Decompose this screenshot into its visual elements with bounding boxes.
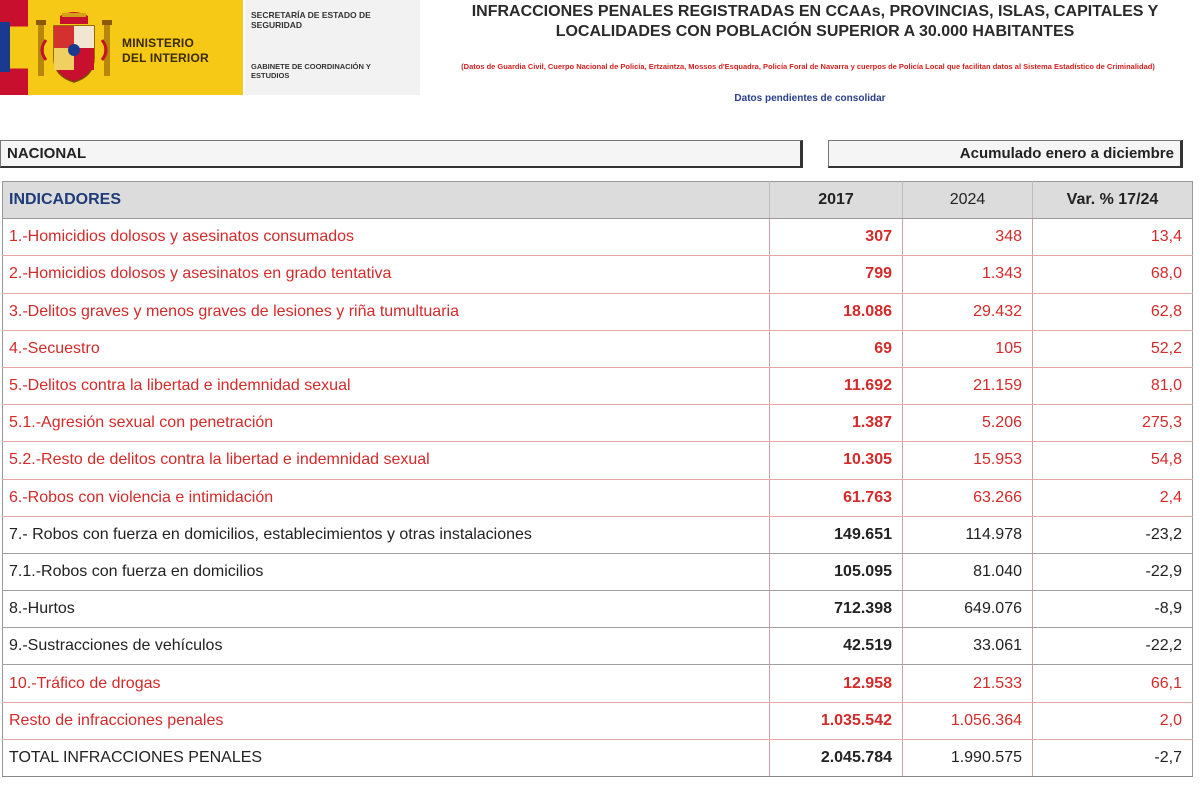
row-value-2017: 11.692 [770, 367, 903, 404]
secretaria-title: SECRETARÍA DE ESTADO DE SEGURIDAD [251, 10, 371, 30]
header-2017: 2017 [770, 182, 903, 219]
page-title: INFRACCIONES PENALES REGISTRADAS EN CCAAs, PROVINCIAS, ISLAS, CAPITALES Y LOCALIDADES CON POBLACIÓN SUPERIOR A 30.000 HABITANTES [471, 3, 1159, 40]
row-indicator-label: 5.-Delitos contra la libertad e indemnidad sexual [3, 367, 770, 404]
table-row [3, 628, 1193, 665]
header-2024: 2024 [903, 182, 1033, 219]
row-value-2024: 21.533 [903, 665, 1033, 702]
row-value-2024: 81.040 [903, 553, 1033, 590]
ministry-name [122, 36, 209, 66]
row-value-2017: 1.035.542 [770, 702, 903, 739]
table-row [3, 479, 1193, 516]
row-value-2017: 105.095 [770, 553, 903, 590]
table-header-row [3, 182, 1193, 219]
table-row [3, 665, 1193, 702]
period-label: Acumulado enero a diciembre [828, 140, 1183, 168]
row-value-2024: 5.206 [903, 405, 1033, 442]
table-row [3, 405, 1193, 442]
table-row [3, 219, 1193, 256]
row-variation: -2,7 [1033, 739, 1193, 776]
row-value-2017: 18.086 [770, 293, 903, 330]
row-indicator-label: 8.-Hurtos [3, 591, 770, 628]
page-header [0, 0, 1200, 115]
row-indicator-label: Resto de infracciones penales [3, 702, 770, 739]
row-value-2017: 42.519 [770, 628, 903, 665]
row-value-2024: 21.159 [903, 367, 1033, 404]
row-value-2024: 15.953 [903, 442, 1033, 479]
crime-statistics-table [2, 181, 1193, 777]
row-variation: -22,9 [1033, 553, 1193, 590]
row-indicator-label: 1.-Homicidios dolosos y asesinatos consumados [3, 219, 770, 256]
header-indicators: INDICADORES [3, 182, 770, 219]
row-value-2024: 1.056.364 [903, 702, 1033, 739]
row-value-2024: 33.061 [903, 628, 1033, 665]
coat-of-arms-icon [34, 10, 114, 88]
row-value-2017: 149.651 [770, 516, 903, 553]
row-variation: 54,8 [1033, 442, 1193, 479]
row-value-2024: 649.076 [903, 591, 1033, 628]
table-row [3, 367, 1193, 404]
data-sources-note: (Datos de Guardia Civil, Cuerpo Nacional de Policía, Ertzaintza, Mossos d'Esquadra, Policía Foral de Navarra y cuerpos de Policía Local que facilitan datos al Sistema Estadístico de Criminalidad) [461, 62, 1155, 71]
row-indicator-label: 5.1.-Agresión sexual con penetración [3, 405, 770, 442]
row-value-2024: 29.432 [903, 293, 1033, 330]
table-row [3, 516, 1193, 553]
table-row [3, 553, 1193, 590]
table-row [3, 591, 1193, 628]
table-row [3, 702, 1193, 739]
row-value-2024: 105 [903, 330, 1033, 367]
region-label: NACIONAL [0, 140, 803, 168]
row-variation: -22,2 [1033, 628, 1193, 665]
row-variation: -8,9 [1033, 591, 1193, 628]
row-value-2024: 114.978 [903, 516, 1033, 553]
ministry-line-1: MINISTERIO [122, 36, 195, 50]
row-indicator-label: TOTAL INFRACCIONES PENALES [3, 739, 770, 776]
row-indicator-label: 6.-Robos con violencia e intimidación [3, 479, 770, 516]
table-row [3, 739, 1193, 776]
row-variation: 275,3 [1033, 405, 1193, 442]
gabinete-title: GABINETE DE COORDINACIÓN Y ESTUDIOS [251, 62, 371, 80]
row-indicator-label: 10.-Tráfico de drogas [3, 665, 770, 702]
row-value-2017: 2.045.784 [770, 739, 903, 776]
table-row [3, 293, 1193, 330]
row-value-2017: 69 [770, 330, 903, 367]
row-indicator-label: 4.-Secuestro [3, 330, 770, 367]
table-row [3, 256, 1193, 293]
row-variation: 62,8 [1033, 293, 1193, 330]
row-value-2017: 61.763 [770, 479, 903, 516]
table-row [3, 330, 1193, 367]
header-variation: Var. % 17/24 [1033, 182, 1193, 219]
row-value-2024: 1.343 [903, 256, 1033, 293]
row-variation: -23,2 [1033, 516, 1193, 553]
row-variation: 81,0 [1033, 367, 1193, 404]
row-value-2024: 1.990.575 [903, 739, 1033, 776]
row-value-2017: 10.305 [770, 442, 903, 479]
pending-note: Datos pendientes de consolidar [734, 93, 886, 104]
row-variation: 66,1 [1033, 665, 1193, 702]
row-value-2024: 348 [903, 219, 1033, 256]
row-indicator-label: 9.-Sustracciones de vehículos [3, 628, 770, 665]
row-indicator-label: 5.2.-Resto de delitos contra la libertad e indemnidad sexual [3, 442, 770, 479]
row-variation: 68,0 [1033, 256, 1193, 293]
row-indicator-label: 7.- Robos con fuerza en domicilios, establecimientos y otras instalaciones [3, 516, 770, 553]
flag-icon [0, 0, 28, 95]
row-variation: 52,2 [1033, 330, 1193, 367]
row-value-2017: 1.387 [770, 405, 903, 442]
row-indicator-label: 7.1.-Robos con fuerza en domicilios [3, 553, 770, 590]
ministry-line-2: DEL INTERIOR [122, 51, 209, 65]
row-variation: 2,4 [1033, 479, 1193, 516]
row-value-2017: 712.398 [770, 591, 903, 628]
row-indicator-label: 3.-Delitos graves y menos graves de lesiones y riña tumultuaria [3, 293, 770, 330]
row-value-2017: 12.958 [770, 665, 903, 702]
row-value-2017: 799 [770, 256, 903, 293]
row-value-2017: 307 [770, 219, 903, 256]
row-variation: 13,4 [1033, 219, 1193, 256]
row-variation: 2,0 [1033, 702, 1193, 739]
table-row [3, 442, 1193, 479]
row-indicator-label: 2.-Homicidios dolosos y asesinatos en grado tentativa [3, 256, 770, 293]
row-value-2024: 63.266 [903, 479, 1033, 516]
